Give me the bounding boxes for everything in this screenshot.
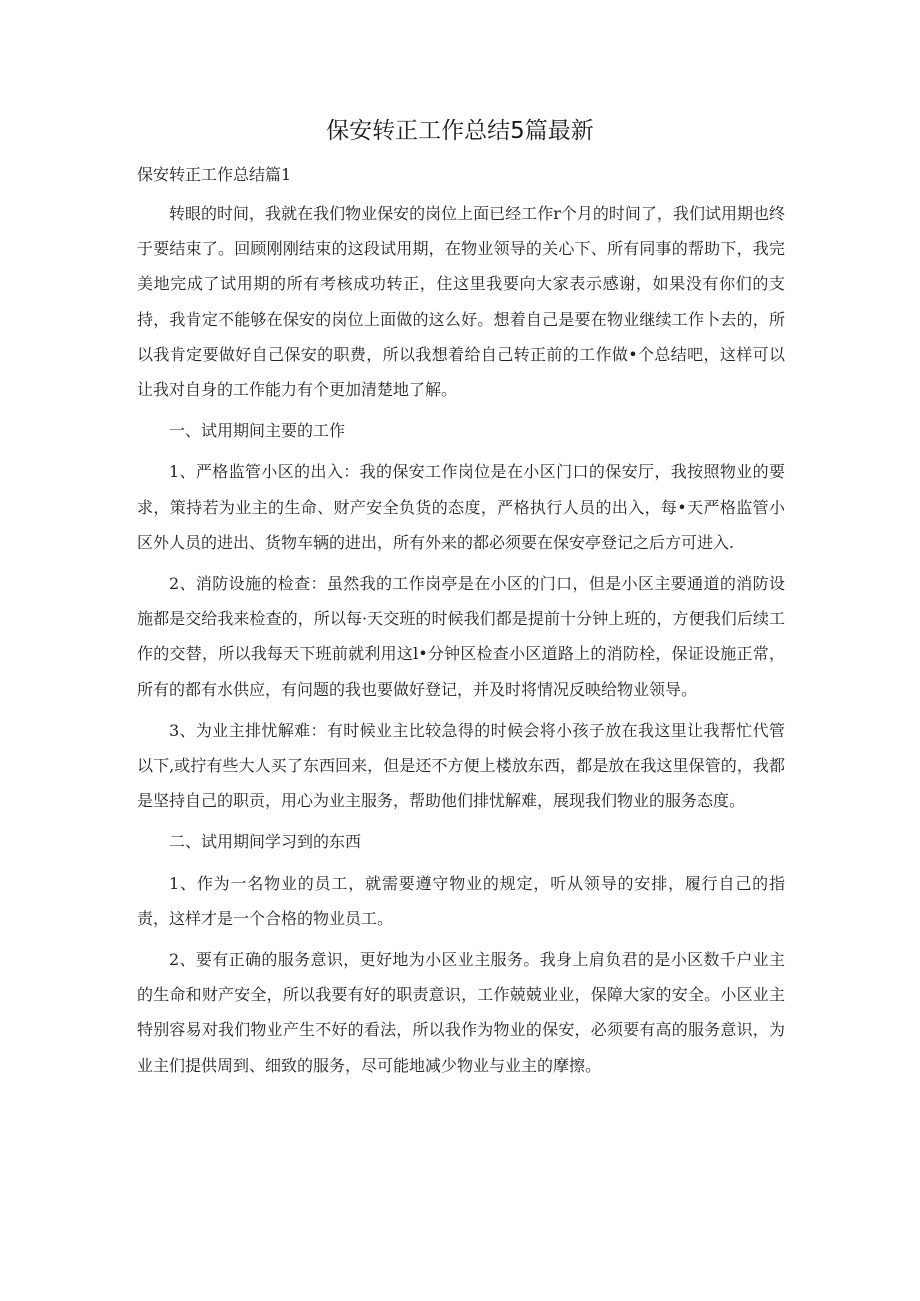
paragraph-learned-2: 2、要有正确的服务意识，更好地为小区业主服务。我身上肩负君的是小区数千户业主的生命和财产安全，所以我要有好的职责意识，工作兢兢业业，保障大家的安全。小区业主特别容易对我们物业产生不好的看法，所以我作为物业的保安，必须要有高的服务意识，为业主们提供周到、细致的服务，尽可能地减少物业与业主的摩擦。 <box>137 950 785 1075</box>
heading-main-work: 一、试用期间主要的工作 <box>169 421 346 441</box>
document-body <box>137 196 785 1089</box>
paragraph-learned-1: 1、作为一名物业的员工，就需要遵守物业的规定，听从领导的安排，履行自己的指责，这样才是一个合格的物业员工。 <box>137 873 785 928</box>
section-subtitle: 保安转正工作总结篇1 <box>137 165 292 184</box>
paragraph-intro: 转眼的时间，我就在我们物业保安的岗位上面已经工作r个月的时间了，我们试用期也终于要结束了。回顾刚刚结束的这段试用期，在物业领导的关心下、所有同事的帮助下，我完美地完成了试用期的所有考核成功转正，住这里我要向大家表示感谢，如果没有你们的支持，我肯定不能够在保安的岗位上面做的这么好。想着自己是要在物业继续工作卜去的，所以我肯定要做好自己保安的职费，所以我想着给自己转正前的工作做•个总结吧，这样可以让我对自身的工作能力有个更加清楚地了解。 <box>137 204 785 400</box>
paragraph-work-2: 2、消防设施的检查：虽然我的工作岗亭是在小区的门口，但是小区主要通道的消防设施都是交给我来检查的，所以每·天交班的时候我们都是提前十分钟上班的，方便我们后续工作的交替，所以我每天下班前就利用这l•分钟区检查小区道路上的消防栓，保证设施正常，所有的都有水供应，有问题的我也要做好登记，并及时将情况反映给物业领导。 <box>137 574 785 699</box>
heading-learned: 二、试用期间学习到的东西 <box>169 832 362 852</box>
paragraph-work-1: 1、严格监管小区的出入：我的保安工作岗位是在小区门口的保安厅，我按照物业的要求，策持若为业主的生命、财产安全负货的态度，严格执行人员的出入，每•天严格监管小区外人员的进出、货物车辆的进出，所有外来的都必须要在保安亭登记之后方可进入. <box>137 462 785 552</box>
paragraph-work-3: 3、为业主排忧解难：有时候业主比较急得的时候会将小孩子放在我这里让我帮忙代管以下,或拧有些大人买了东西回来，但是还不方便上楼放东西，都是放在我这里保管的，我都是坚持自己的职贡，用心为业主服务，帮助他们排忧解难，展现我们物业的服务态度。 <box>137 720 785 811</box>
document-title: 保安转正工作总结5篇最新 <box>326 118 594 144</box>
